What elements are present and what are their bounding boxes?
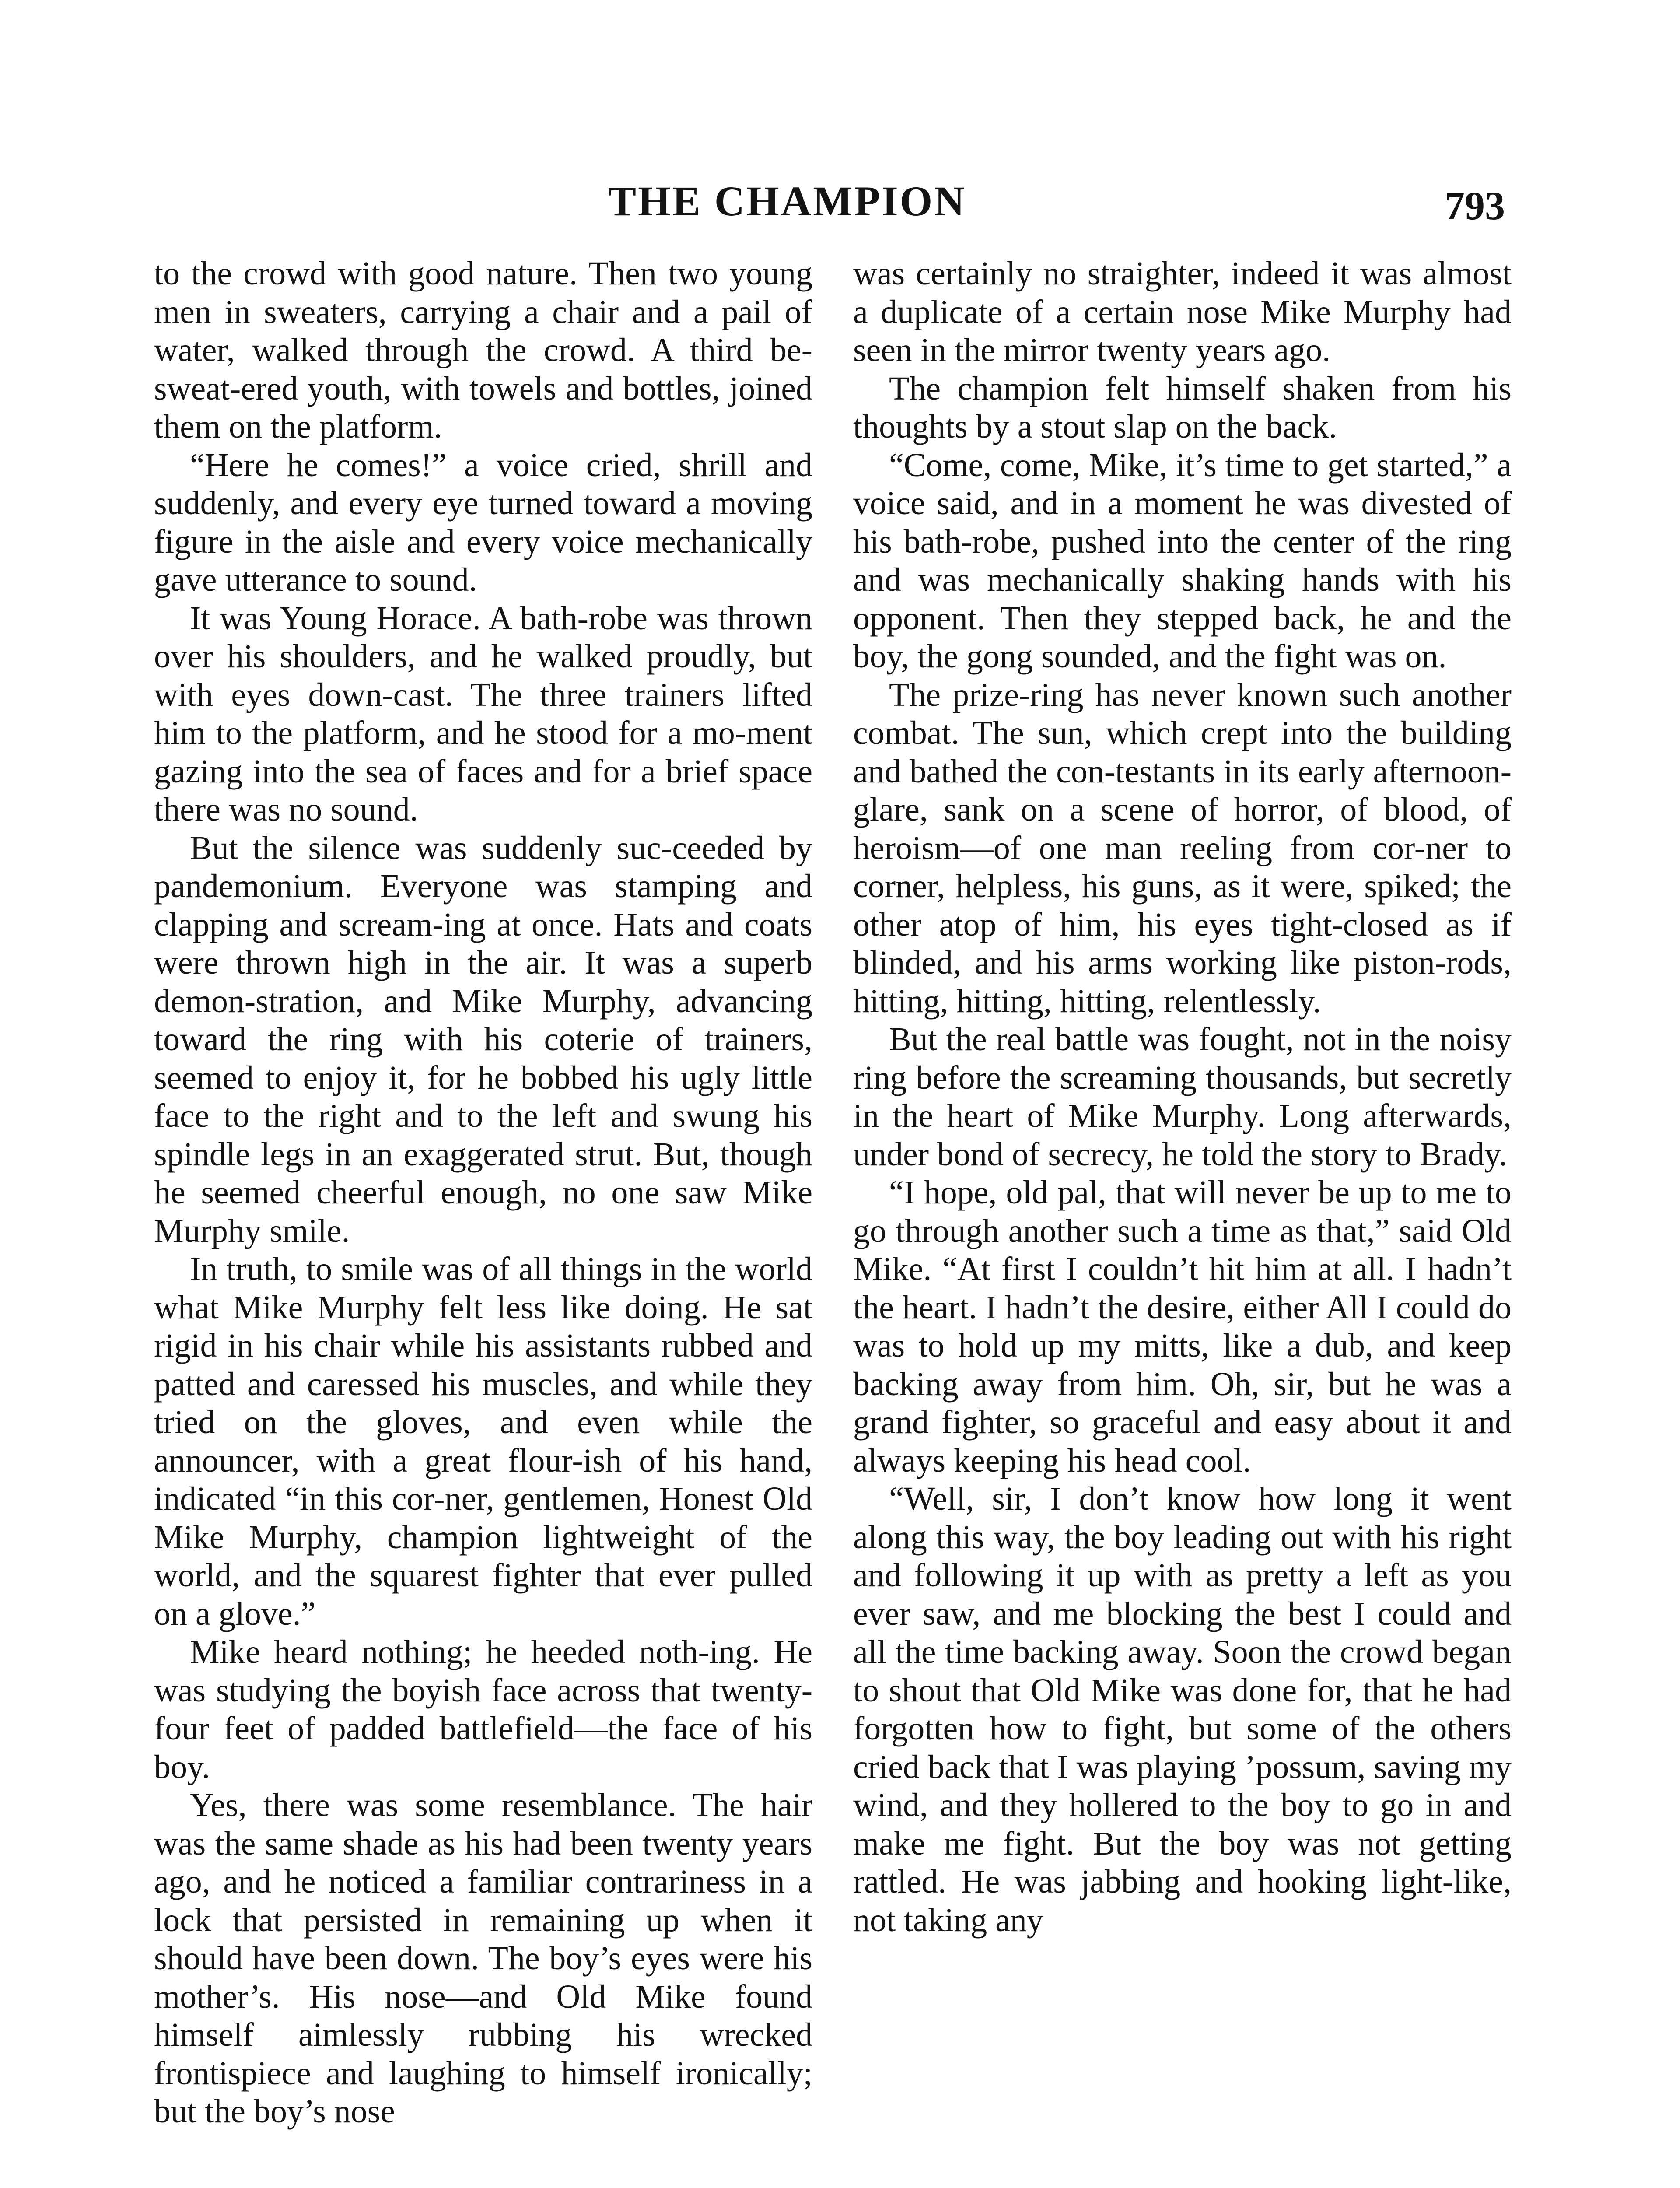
paragraph: “Here he comes!” a voice cried, shrill and suddenly, and every eye turned toward a moving figure in the aisle and every voice mechanically gave utterance to sound.	[154, 446, 812, 598]
paragraph: “Come, come, Mike, it’s time to get started,” a voice said, and in a moment he was divested of his bath-robe, pushed into the center of the ring and was mechanically shaking hands with his opponent. Then they stepped back, he and the boy, the gong sounded, and the fight was on.	[853, 446, 1512, 675]
paragraph: The prize-ring has never known such another combat. The sun, which crept into the building and bathed the con-testants in its early afternoon-glare, sank on a scene of horror, of blood, of heroism—of one man reeling from cor-ner to corner, helpless, his guns, as it were, spiked; the other atop of him, his eyes tight-closed as if blinded, and his arms working like piston-rods, hitting, hitting, hitting, relentlessly.	[853, 676, 1512, 1020]
paragraph: to the crowd with good nature. Then two young men in sweaters, carrying a chair and a pail of water, walked through the crowd. A third be-sweat-ered youth, with towels and bottles, joined them on the platform.	[154, 255, 812, 445]
paragraph: But the silence was suddenly suc-ceeded by pandemonium. Everyone was stamping and clapping and scream-ing at once. Hats and coats were thrown high in the air. It was a superb demon-stration, and Mike Murphy, advancing toward the ring with his coterie of trainers, seemed to enjoy it, for he bobbed his ugly little face to the right and to the left and swung his spindle legs in an exaggerated strut. But, though he seemed cheerful enough, no one saw Mike Murphy smile.	[154, 829, 812, 1249]
paragraph: “I hope, old pal, that will never be up to me to go through another such a time as that,” said Old Mike. “At first I couldn’t hit him at all. I hadn’t the heart. I hadn’t the desire, either All I could do was to hold up my mitts, like a dub, and keep backing away from him. Oh, sir, but he was a grand fighter, so graceful and easy about it and always keeping his head cool.	[853, 1174, 1512, 1479]
running-title: THE CHAMPION	[608, 178, 966, 224]
paragraph: “Well, sir, I don’t know how long it went along this way, the boy leading out with his right and following it up with as pretty a left as you ever saw, and me blocking the best I could and all the time backing away. Soon the crowd began to shout that Old Mike was done for, that he had forgotten how to fight, but some of the others cried back that I was playing ’possum, saving my wind, and they hollered to the boy to go in and make me fight. But the boy was not getting rattled. He was jabbing and hooking light-like, not taking any	[853, 1480, 1512, 1939]
paragraph: was certainly no straighter, indeed it was almost a duplicate of a certain nose Mike Murphy had seen in the mirror twenty years ago.	[853, 255, 1512, 368]
page-number: 793	[1445, 183, 1505, 228]
paragraph: In truth, to smile was of all things in the world what Mike Murphy felt less like doing. He sat rigid in his chair while his assistants rubbed and patted and caressed his muscles, and while they tried on the gloves, and even while the announcer, with a great flour-ish of his hand, indicated “in this cor-ner, gentlemen, Honest Old Mike Murphy, champion lightweight of the world, and the squarest fighter that ever pulled on a glove.”	[154, 1251, 812, 1632]
paragraph: The champion felt himself shaken from his thoughts by a stout slap on the back.	[853, 370, 1512, 445]
running-head	[0, 171, 1680, 236]
paragraph: But the real battle was fought, not in the noisy ring before the screaming thousands, but secretly in the heart of Mike Murphy. Long afterwards, under bond of secrecy, he told the story to Brady.	[853, 1021, 1512, 1173]
left-column	[154, 255, 812, 2131]
paragraph: Yes, there was some resemblance. The hair was the same shade as his had been twenty years ago, and he noticed a familiar contrariness in a lock that persisted in remaining up when it should have been down. The boy’s eyes were his mother’s. His nose—and Old Mike found himself aimlessly rubbing his wrecked frontispiece and laughing to himself ironically; but the boy’s nose	[154, 1787, 812, 2130]
paragraph: Mike heard nothing; he heeded noth-ing. He was studying the boyish face across that twenty-four feet of padded battlefield—the face of his boy.	[154, 1634, 812, 1785]
right-column	[853, 255, 1512, 1939]
paragraph: It was Young Horace. A bath-robe was thrown over his shoulders, and he walked proudly, but with eyes down-cast. The three trainers lifted him to the platform, and he stood for a mo-ment gazing into the sea of faces and for a brief space there was no sound.	[154, 600, 812, 828]
